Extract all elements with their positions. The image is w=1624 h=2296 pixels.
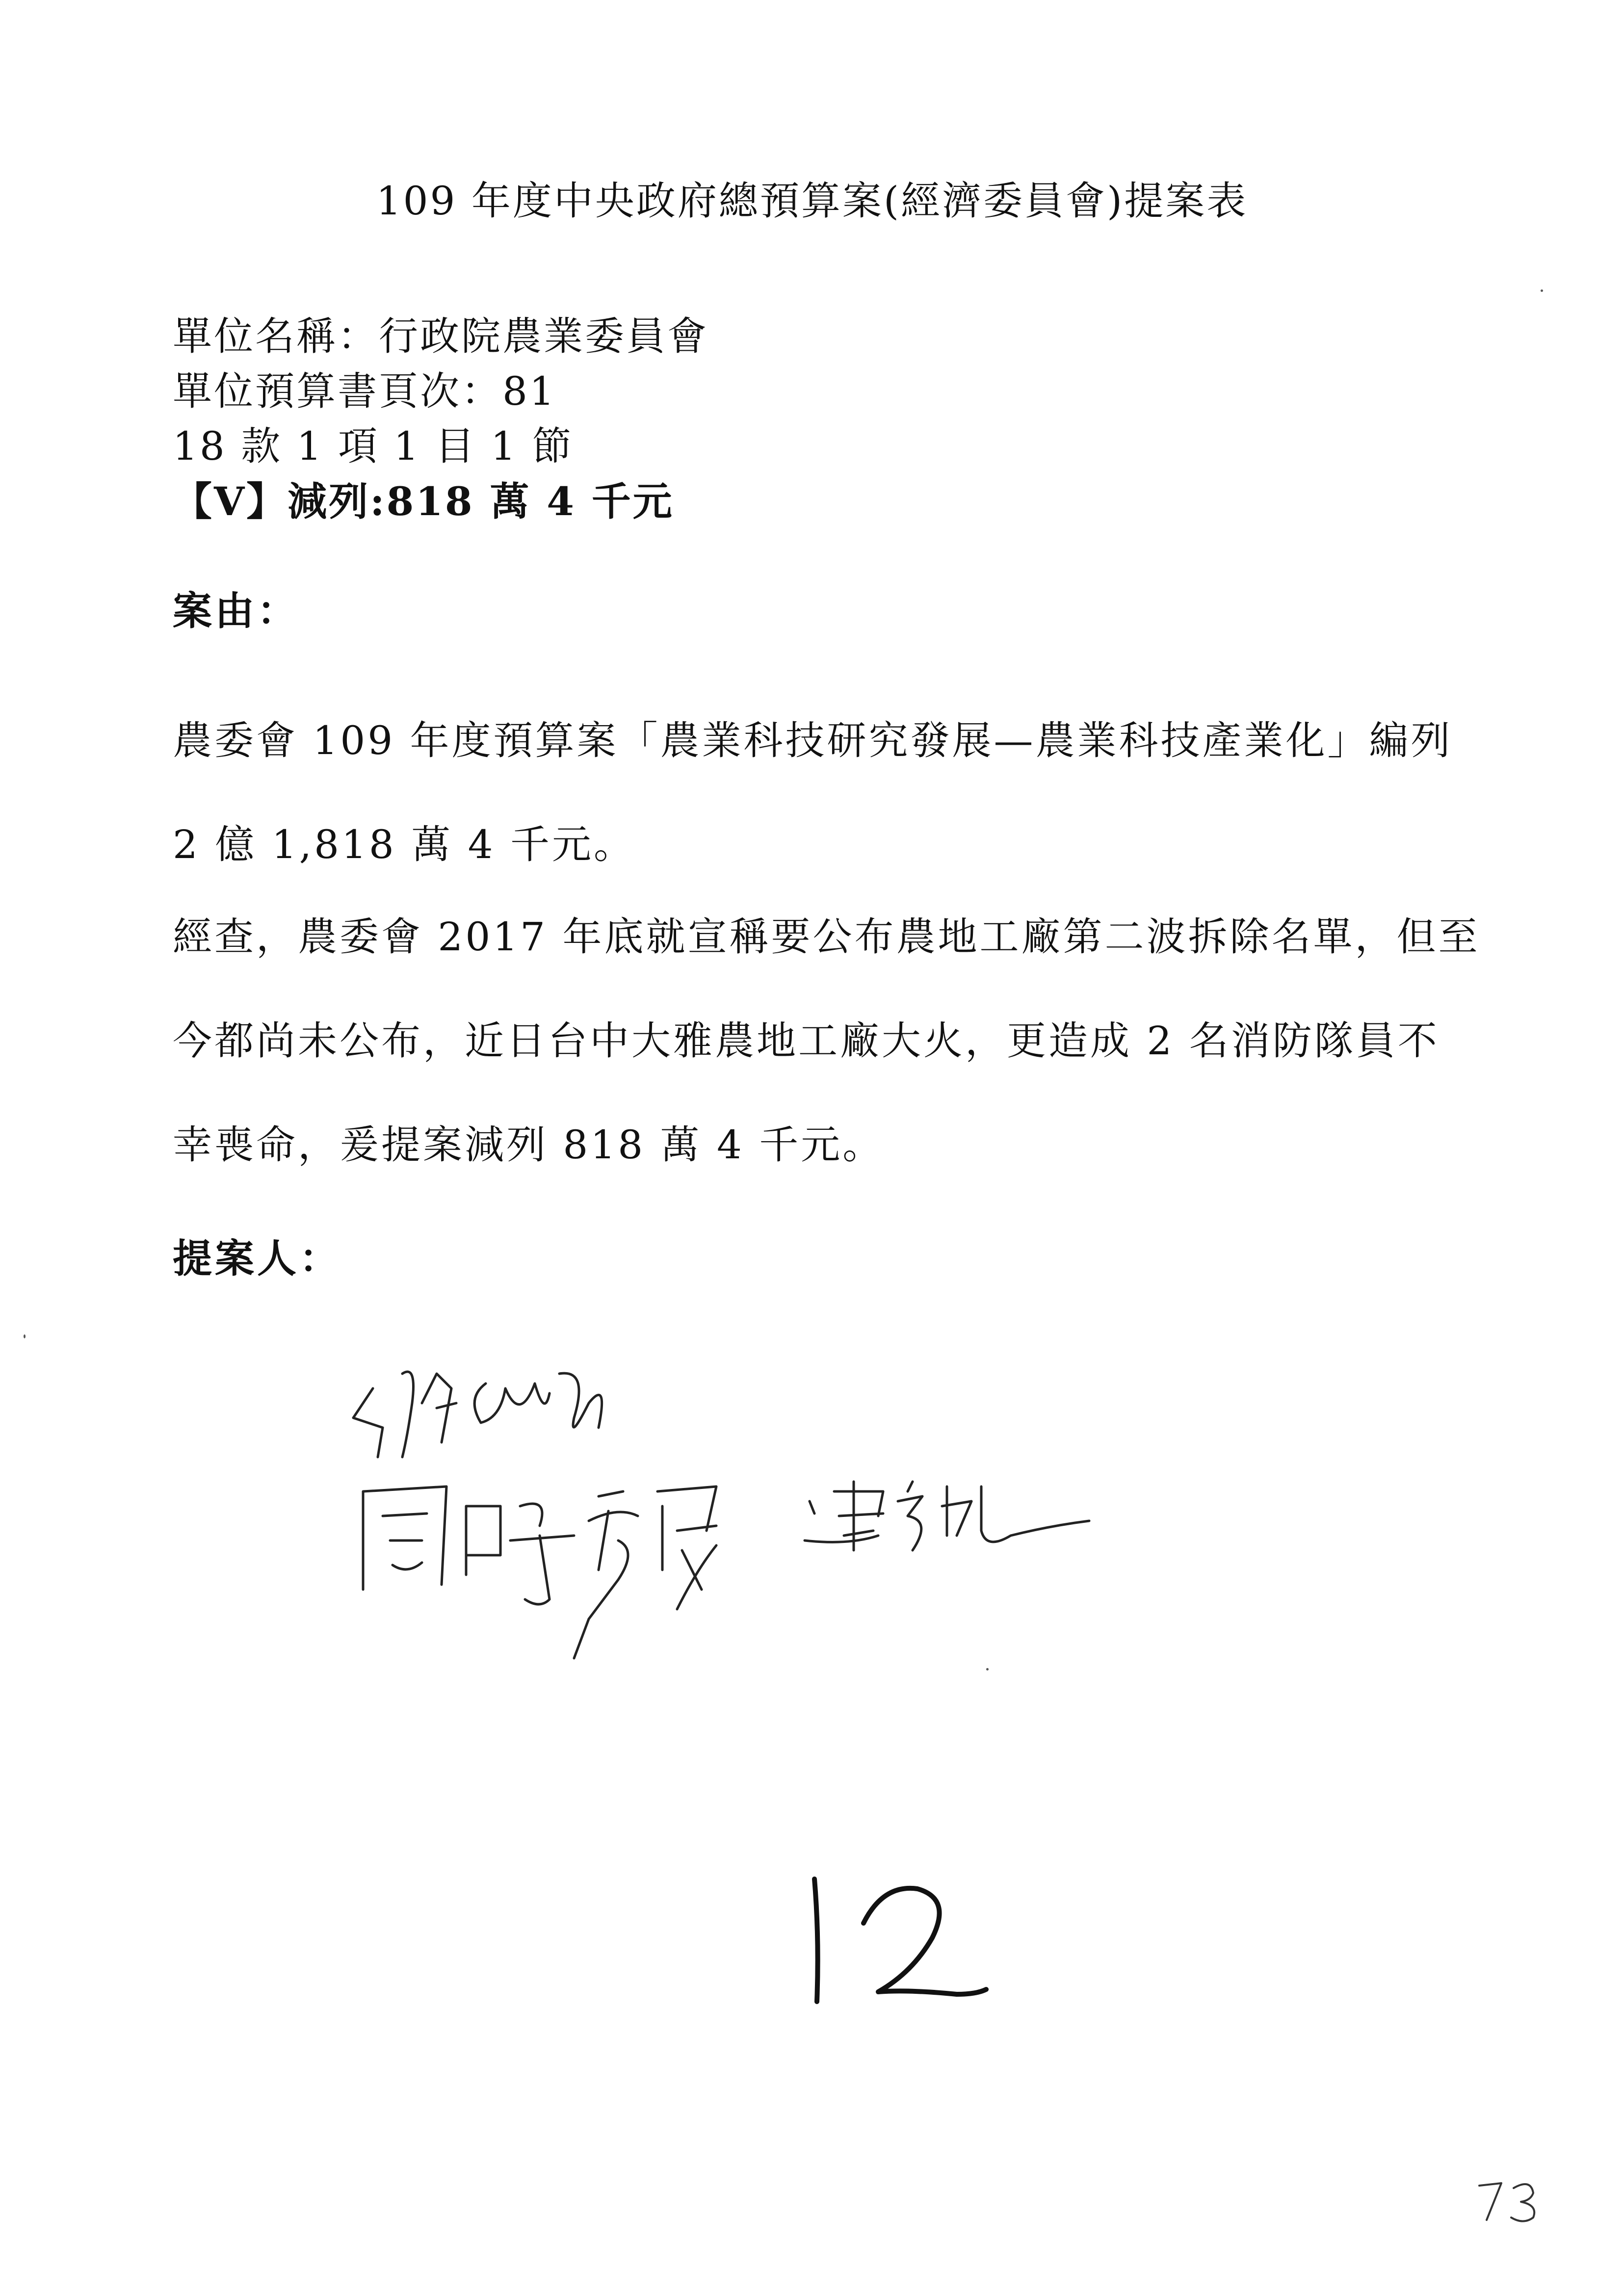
document-title: 109 年度中央政府總預算案(經濟委員會)提案表 (376, 178, 1248, 224)
item-code: 18 款 1 項 1 目 1 節 (173, 423, 574, 469)
budget-page: 單位預算書頁次：81 (173, 368, 556, 414)
scan-speck (986, 1668, 989, 1670)
handwritten-page-number (1472, 2173, 1550, 2227)
proposer-label: 提案人： (173, 1235, 341, 1281)
reason-p2-line: 幸喪命，爰提案減列 818 萬 4 千元。 (173, 1122, 885, 1168)
handwritten-signatures (343, 1344, 1187, 1697)
reason-label: 案由： (173, 588, 299, 634)
reason-p2-line: 經查，農委會 2017 年底就宣稱要公布農地工廠第二波拆除名單，但至 (173, 914, 1480, 960)
reason-paragraph-1 (173, 718, 1497, 867)
unit-name: 單位名稱：行政院農業委員會 (173, 313, 708, 359)
proposal-action: 【V】減列:818 萬 4 千元 (173, 478, 674, 524)
handwritten-number-12 (790, 1864, 1016, 2021)
reason-p2-line: 今都尚未公布，近日台中大雅農地工廠大火，更造成 2 名消防隊員不 (173, 1018, 1440, 1064)
reason-p1-line: 2 億 1,818 萬 4 千元。 (173, 822, 635, 867)
reason-paragraph-2 (173, 914, 1497, 1168)
scan-speck (1541, 289, 1543, 292)
reason-p1-line: 農委會 109 年度預算案「農業科技研究發展—農業科技產業化」編列 (173, 718, 1453, 763)
proposal-meta (173, 309, 708, 529)
scan-speck (24, 1334, 26, 1338)
